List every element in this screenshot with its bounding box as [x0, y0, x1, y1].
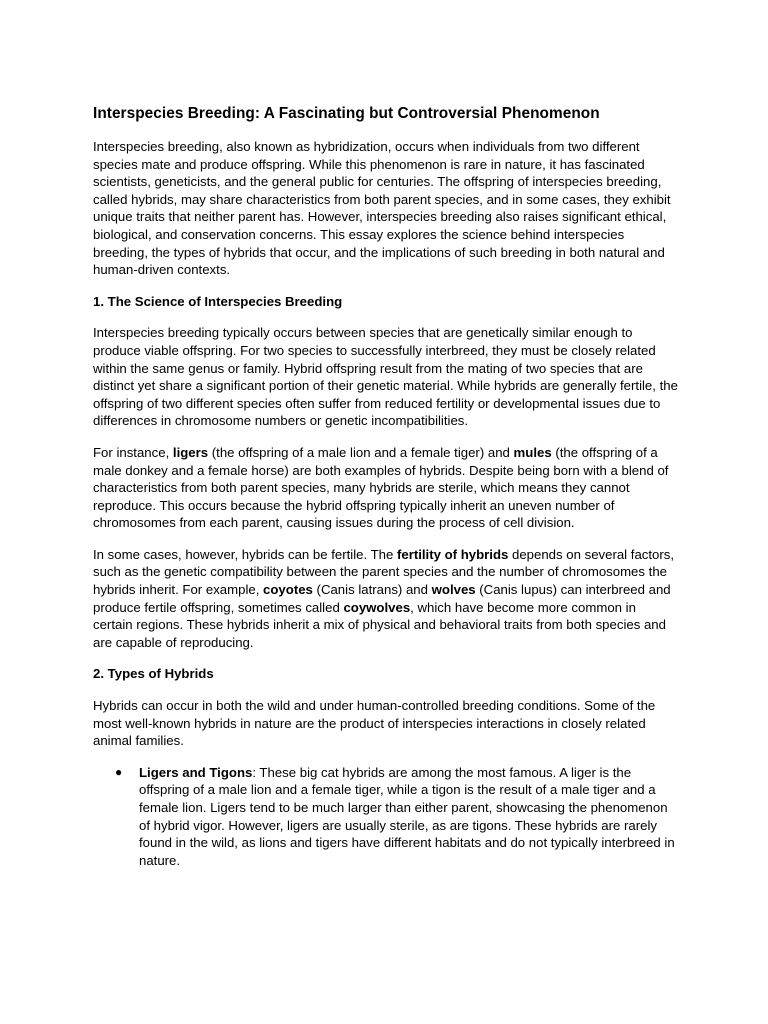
text-run: In some cases, however, hybrids can be fertile. The: [93, 546, 397, 562]
text-run: : These big cat hybrids are among the most famous. A liger is the offspring of a male lion and a female tiger, while a tigon is the result of a male tiger and a female lion. Ligers tend to be much larger than either parent, showcasing the phenomenon of hybrid vigor. However, ligers are usually sterile, as are tigons. These hybrids are rarely found in the wild, as lions and tigers have different habitats and do not typically interbreed in nature.: [139, 764, 675, 868]
science-paragraph-2: [93, 444, 679, 532]
bold-term-coyotes: coyotes: [263, 582, 313, 598]
list-item: [93, 764, 679, 870]
text-run: depends on several factors, such as the genetic compatibility between the parent species and the number of chromosomes the hybrids inherit. For example,: [93, 546, 675, 598]
bold-term-coywolves: coywolves: [343, 599, 411, 615]
intro-paragraph: Interspecies breeding, also known as hybridization, occurs when individuals from two different species mate and produce offspring. While this phenomenon is rare in nature, it has fascinated scientists, geneticists, and the general public for centuries. The offspring of interspecies breeding, called hybrids, may share characteristics from both parent species, and in some cases, they exhibit unique traits that neither parent has. However, interspecies breeding also raises significant ethical, biological, and conservation concerns. This essay explores the science behind interspecies breeding, the types of hybrids that occur, and the implications of such breeding in both natural and human-driven contexts.: [93, 139, 671, 278]
text-run: (Canis latrans) and: [312, 582, 432, 598]
document-title: Interspecies Breeding: A Fascinating but Controversial Phenomenon: [93, 105, 600, 122]
types-paragraph-1: Hybrids can occur in both the wild and under human-controlled breeding conditions. Some of the most well-known hybrids in nature are the product of interspecies interactions in closely related animal families.: [93, 698, 656, 749]
bold-term-ligers-tigons: Ligers and Tigons: [139, 764, 253, 780]
section-heading-types: 2. Types of Hybrids: [93, 666, 214, 682]
science-paragraph-3: [93, 546, 679, 652]
science-paragraph-1: Interspecies breeding typically occurs between species that are genetically similar enough to produce viable offspring. For two species to successfully interbreed, they must be closely related within the same genus or family. Hybrid offspring result from the mating of two species that are distinct yet share a significant portion of their genetic material. While hybrids are generally fertile, the offspring of two different species often suffer from reduced fertility or developmental issues due to differences in chromosome numbers or genetic incompatibilities.: [93, 325, 678, 429]
bullet-icon: ●: [115, 764, 123, 779]
text-run: (the offspring of a male donkey and a female horse) are both examples of hybrids. Despite being born with a blend of characteristics from both parent species, many hybrids are sterile, which means they cannot reproduce. This occurs because the hybrid offspring typically inherit an uneven number of chromosomes from each parent, causing issues during the process of cell division.: [93, 444, 669, 531]
document-body: [93, 104, 679, 869]
bold-term-fertility: fertility of hybrids: [396, 546, 509, 562]
bold-term-mules: mules: [513, 444, 552, 460]
text-run: (the offspring of a male lion and a female tiger) and: [208, 444, 514, 460]
bold-term-ligers: ligers: [172, 444, 209, 460]
section-heading-science: 1. The Science of Interspecies Breeding: [93, 293, 343, 309]
text-run: (Canis lupus) can interbreed and produce fertile offspring, sometimes called: [93, 582, 671, 615]
bold-term-wolves: wolves: [431, 582, 476, 598]
text-run: , which have become more common in certain regions. These hybrids inherit a mix of physical and behavioral traits from both species and are capable of reproducing.: [93, 599, 666, 650]
hybrid-list: [93, 764, 679, 870]
text-run: For instance,: [93, 444, 173, 460]
